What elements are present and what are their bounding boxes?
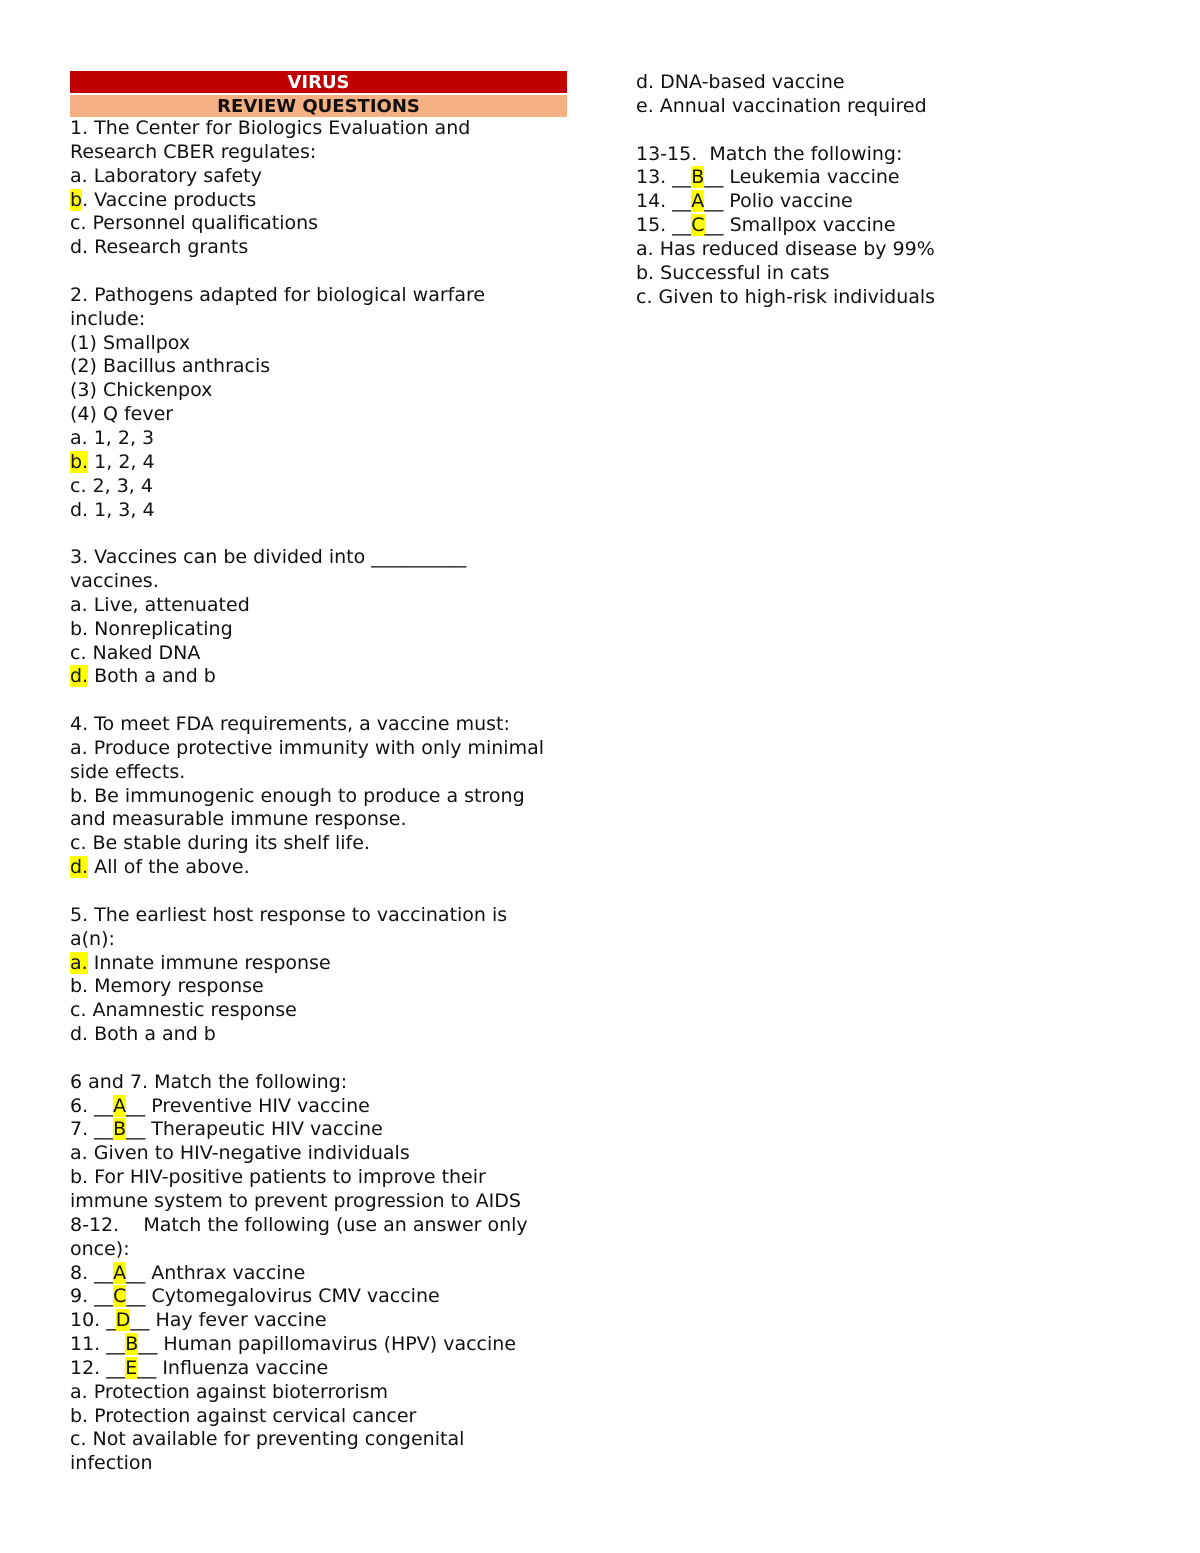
line-text: and measurable immune response. [70, 808, 407, 831]
text-line [70, 403, 567, 427]
blank-line [70, 1047, 567, 1071]
text-line [70, 379, 567, 403]
text-line [70, 1214, 567, 1238]
line-text: infection [70, 1452, 153, 1475]
blank-prefix: 8. __ [70, 1261, 114, 1284]
text-line [70, 427, 567, 451]
blank-prefix: 9. __ [70, 1285, 114, 1308]
left-column [70, 71, 567, 1476]
text-line [70, 546, 567, 570]
highlighted-answer: b. [70, 450, 89, 473]
left-question-list [70, 117, 567, 1476]
line-text: Innate immune response [87, 951, 331, 974]
text-line [70, 236, 567, 260]
line-text: __ Smallpox vaccine [704, 214, 896, 237]
line-text: include: [70, 307, 146, 330]
line-text: vaccines. [70, 570, 159, 593]
highlighted-answer: A [691, 190, 705, 213]
document-title: VIRUS [70, 71, 567, 93]
text-line [636, 214, 1136, 238]
line-text: 1. The Center for Biologics Evaluation and [70, 117, 471, 139]
text-line [70, 284, 567, 308]
text-line [70, 975, 567, 999]
highlighted-answer: a. [70, 951, 88, 974]
text-line [70, 1190, 567, 1214]
text-line [70, 189, 567, 213]
line-text: (2) Bacillus anthracis [70, 355, 271, 378]
line-text: 8-12. Match the following (use an answer only [70, 1213, 528, 1236]
line-text: __ Hay fever vaccine [130, 1309, 327, 1332]
text-line [70, 713, 567, 737]
text-line [70, 1333, 567, 1357]
text-line [70, 570, 567, 594]
blank-prefix: 13. __ [636, 166, 692, 189]
text-line [70, 1262, 567, 1286]
blank-prefix: 11. __ [70, 1333, 126, 1356]
text-line [70, 308, 567, 332]
text-line [636, 238, 1136, 262]
text-line [70, 355, 567, 379]
line-text: 13-15. Match the following: [636, 142, 903, 165]
text-line [70, 856, 567, 880]
text-line [636, 143, 1136, 167]
line-text: b. Successful in cats [636, 261, 830, 284]
highlighted-answer: C [113, 1285, 127, 1308]
document-subtitle: REVIEW QUESTIONS [70, 95, 567, 117]
highlighted-answer: B [125, 1333, 139, 1356]
line-text: b. Nonreplicating [70, 617, 233, 640]
line-text: __ Influenza vaccine [137, 1356, 329, 1379]
text-line [636, 262, 1136, 286]
line-text: __ Cytomegalovirus CMV vaccine [126, 1285, 440, 1308]
text-line [70, 832, 567, 856]
text-line [636, 95, 1136, 119]
highlighted-answer: A [113, 1094, 127, 1117]
text-line [70, 1118, 567, 1142]
blank-prefix: 15. __ [636, 214, 692, 237]
text-line [70, 499, 567, 523]
line-text: a. Protection against bioterrorism [70, 1380, 389, 1403]
highlighted-answer: D [115, 1309, 131, 1332]
blank-prefix: 6. __ [70, 1094, 114, 1117]
line-text: b. Be immunogenic enough to produce a strong [70, 784, 525, 807]
text-line [70, 642, 567, 666]
text-line [70, 475, 567, 499]
text-line [636, 286, 1136, 310]
line-text: __ Leukemia vaccine [704, 166, 900, 189]
line-text: __ Human papillomavirus (HPV) vaccine [138, 1333, 517, 1356]
text-line [70, 761, 567, 785]
text-line [70, 952, 567, 976]
line-text: c. Anamnestic response [70, 999, 297, 1022]
blank-prefix: 10. _ [70, 1309, 116, 1332]
line-text: __ Therapeutic HIV vaccine [126, 1118, 383, 1141]
line-text: 1, 2, 4 [88, 450, 155, 473]
line-text: c. Naked DNA [70, 641, 201, 664]
line-text: (4) Q fever [70, 403, 174, 426]
blank-line [70, 880, 567, 904]
line-text: b. Protection against cervical cancer [70, 1404, 417, 1427]
text-line [636, 190, 1136, 214]
highlighted-answer: d. [70, 856, 89, 879]
highlighted-answer: B [113, 1118, 127, 1141]
line-text: c. Be stable during its shelf life. [70, 832, 370, 855]
text-line [70, 1071, 567, 1095]
line-text: b. Memory response [70, 975, 264, 998]
line-text: a(n): [70, 927, 115, 950]
text-line [70, 212, 567, 236]
line-text: Both a and b [88, 665, 216, 688]
line-text: 3. Vaccines can be divided into __________ [70, 546, 467, 569]
blank-prefix: 7. __ [70, 1118, 114, 1141]
highlighted-answer: b [70, 188, 83, 211]
line-text: d. Research grants [70, 236, 249, 259]
line-text: a. Laboratory safety [70, 164, 262, 187]
line-text: side effects. [70, 760, 186, 783]
line-text: . Vaccine products [82, 188, 257, 211]
line-text: a. Produce protective immunity with only minimal [70, 736, 545, 759]
line-text: c. Not available for preventing congenital [70, 1428, 465, 1451]
text-line [636, 166, 1136, 190]
line-text: c. 2, 3, 4 [70, 474, 153, 497]
line-text: 5. The earliest host response to vaccination is [70, 903, 508, 926]
line-text: once): [70, 1237, 130, 1260]
blank-line [636, 119, 1136, 143]
line-text: c. Personnel qualifications [70, 212, 319, 235]
line-text: __ Preventive HIV vaccine [126, 1094, 370, 1117]
line-text: d. DNA-based vaccine [636, 71, 845, 93]
text-line [70, 141, 567, 165]
line-text: __ Anthrax vaccine [126, 1261, 306, 1284]
line-text: a. Has reduced disease by 99% [636, 237, 935, 260]
line-text: a. Live, attenuated [70, 593, 250, 616]
right-question-list [636, 71, 1136, 309]
highlighted-answer: C [691, 214, 705, 237]
highlighted-answer: B [691, 166, 705, 189]
line-text: 2. Pathogens adapted for biological warfare [70, 283, 486, 306]
highlighted-answer: E [125, 1356, 138, 1379]
text-line [70, 808, 567, 832]
line-text: e. Annual vaccination required [636, 94, 927, 117]
line-text: All of the above. [88, 856, 250, 879]
text-line [70, 928, 567, 952]
text-line [70, 785, 567, 809]
text-line [70, 1285, 567, 1309]
text-line [70, 594, 567, 618]
line-text: d. 1, 3, 4 [70, 498, 155, 521]
highlighted-answer: d. [70, 665, 89, 688]
text-line [70, 1142, 567, 1166]
line-text: Research CBER regulates: [70, 140, 317, 163]
text-line [70, 665, 567, 689]
text-line [70, 451, 567, 475]
text-line [70, 1095, 567, 1119]
blank-prefix: 14. __ [636, 190, 692, 213]
text-line [70, 165, 567, 189]
line-text: a. 1, 2, 3 [70, 426, 155, 449]
text-line [70, 1381, 567, 1405]
text-line [70, 1023, 567, 1047]
text-line [70, 1309, 567, 1333]
text-line [70, 1405, 567, 1429]
line-text: c. Given to high-risk individuals [636, 285, 936, 308]
line-text: b. For HIV-positive patients to improve their [70, 1166, 486, 1189]
text-line [70, 1428, 567, 1452]
line-text: a. Given to HIV-negative individuals [70, 1142, 410, 1165]
line-text: 6 and 7. Match the following: [70, 1070, 348, 1093]
blank-line [70, 260, 567, 284]
text-line [70, 618, 567, 642]
text-line [70, 904, 567, 928]
text-line [70, 332, 567, 356]
text-line [70, 117, 567, 141]
highlighted-answer: A [113, 1261, 127, 1284]
line-text: d. Both a and b [70, 1023, 216, 1046]
blank-line [70, 522, 567, 546]
blank-line [70, 689, 567, 713]
line-text: immune system to prevent progression to AIDS [70, 1189, 521, 1212]
text-line [70, 1357, 567, 1381]
text-line [70, 1238, 567, 1262]
text-line [70, 999, 567, 1023]
blank-prefix: 12. __ [70, 1356, 126, 1379]
text-line [70, 737, 567, 761]
text-line [70, 1166, 567, 1190]
right-column [636, 71, 1136, 309]
text-line [70, 1452, 567, 1476]
line-text: __ Polio vaccine [704, 190, 853, 213]
line-text: 4. To meet FDA requirements, a vaccine must: [70, 713, 510, 736]
line-text: (3) Chickenpox [70, 379, 213, 402]
line-text: (1) Smallpox [70, 331, 191, 354]
text-line [636, 71, 1136, 95]
